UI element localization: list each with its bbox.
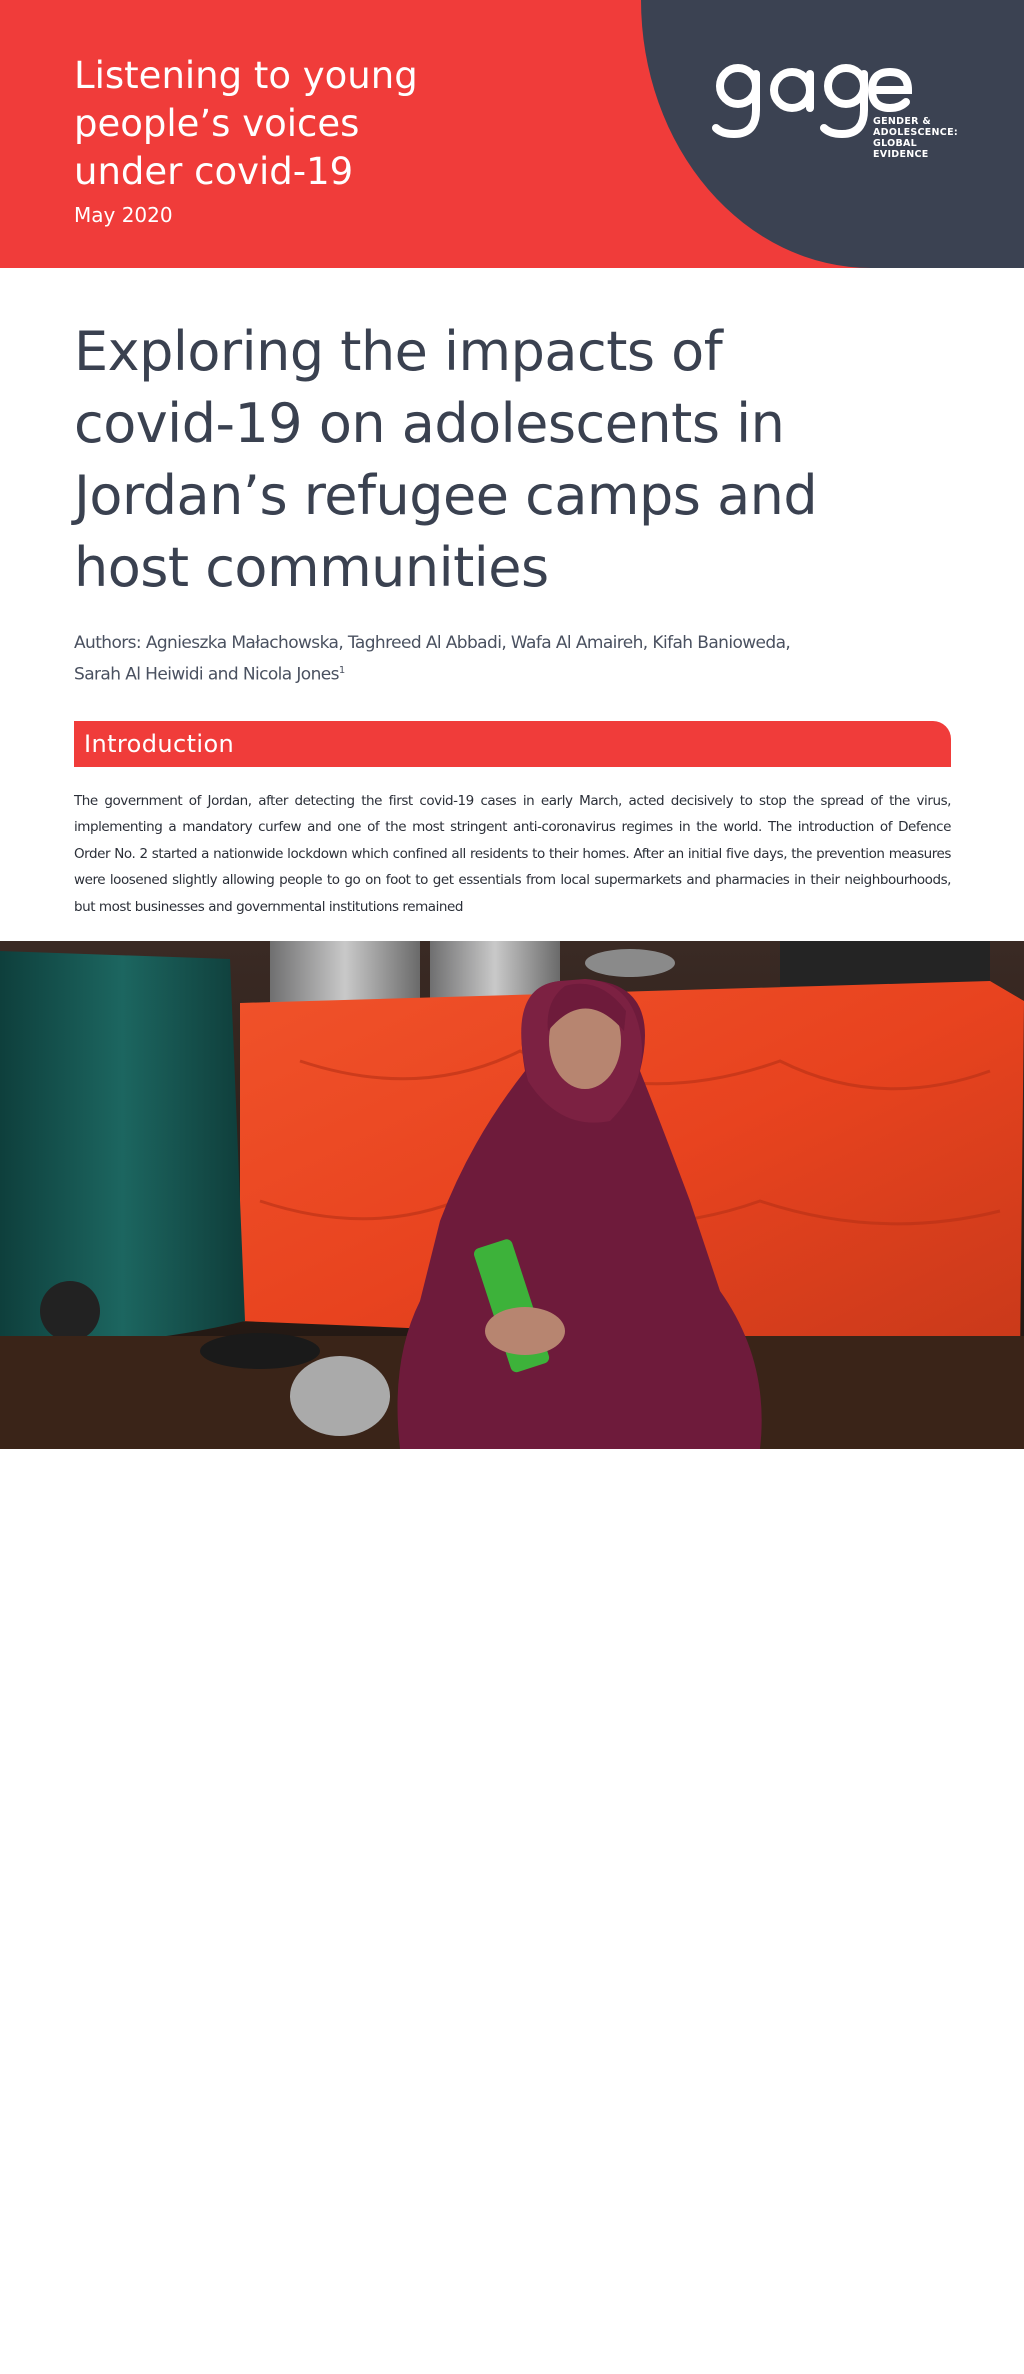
authors-line: Authors: Agnieszka Małachowska, Taghreed Al Abbadi, Wafa Al Amaireh, Kifah Banioweda,: [74, 633, 791, 653]
logo-subtitle-line: GLOBAL: [873, 138, 918, 149]
series-title: [74, 52, 534, 196]
series-title-line: Listening to young: [74, 54, 418, 97]
intro-paragraph: The government of Jordan, after detecting the first covid-19 cases in early March, acted decisively to stop the spread of the virus, implementing a mandatory curfew and one of the most stringent anti-coronavirus regimes in the world. The introduction of Defence Order No. 2 started a nationwide lockdown which confined all residents to their homes. After an initial five days, the prevention measures were loosened slightly allowing people to go on foot to get essentials from local supermarkets and pharmacies in their neighbourhoods, but most businesses and governmental institutions remained: [74, 793, 951, 915]
publication-date: May 2020: [74, 203, 173, 227]
logo-subtitle-line: ADOLESCENCE:: [873, 127, 958, 138]
caption-line: Adolescent married girl in an informal tented settlement: [18, 2341, 284, 2352]
title-line: Jordan’s refugee camps and: [74, 464, 818, 527]
footnote-mark[interactable]: 1: [338, 665, 345, 676]
authors-line-2: [74, 657, 954, 689]
cover-photo: [0, 941, 1024, 2370]
logo-subtitle-line: GENDER &: [873, 116, 931, 127]
title-line: Exploring the impacts of: [74, 320, 723, 383]
series-title-line: people’s voices: [74, 102, 360, 145]
title-line: host communities: [74, 536, 549, 599]
title-line: covid-19 on adolescents in: [74, 392, 785, 455]
section-heading: Introduction: [84, 730, 235, 758]
series-title-line: under covid-19: [74, 150, 354, 193]
authors-line: Sarah Al Heiwidi and Nicola Jones: [74, 664, 339, 685]
authors: [74, 630, 954, 689]
photo-illustration: [0, 941, 1024, 1449]
caption-line: in Jordan © Nathalie Bertrams / GAGE 2020: [18, 2359, 225, 2370]
section-heading-bar: [74, 721, 951, 767]
logo-subtitle-line: EVIDENCE: [873, 149, 929, 160]
document-title: [74, 316, 954, 604]
logo-subtitle: [873, 116, 983, 160]
photo-caption: [18, 2338, 348, 2374]
logo-wordmark: gage: [712, 48, 715, 49]
header-banner: [0, 0, 1024, 268]
